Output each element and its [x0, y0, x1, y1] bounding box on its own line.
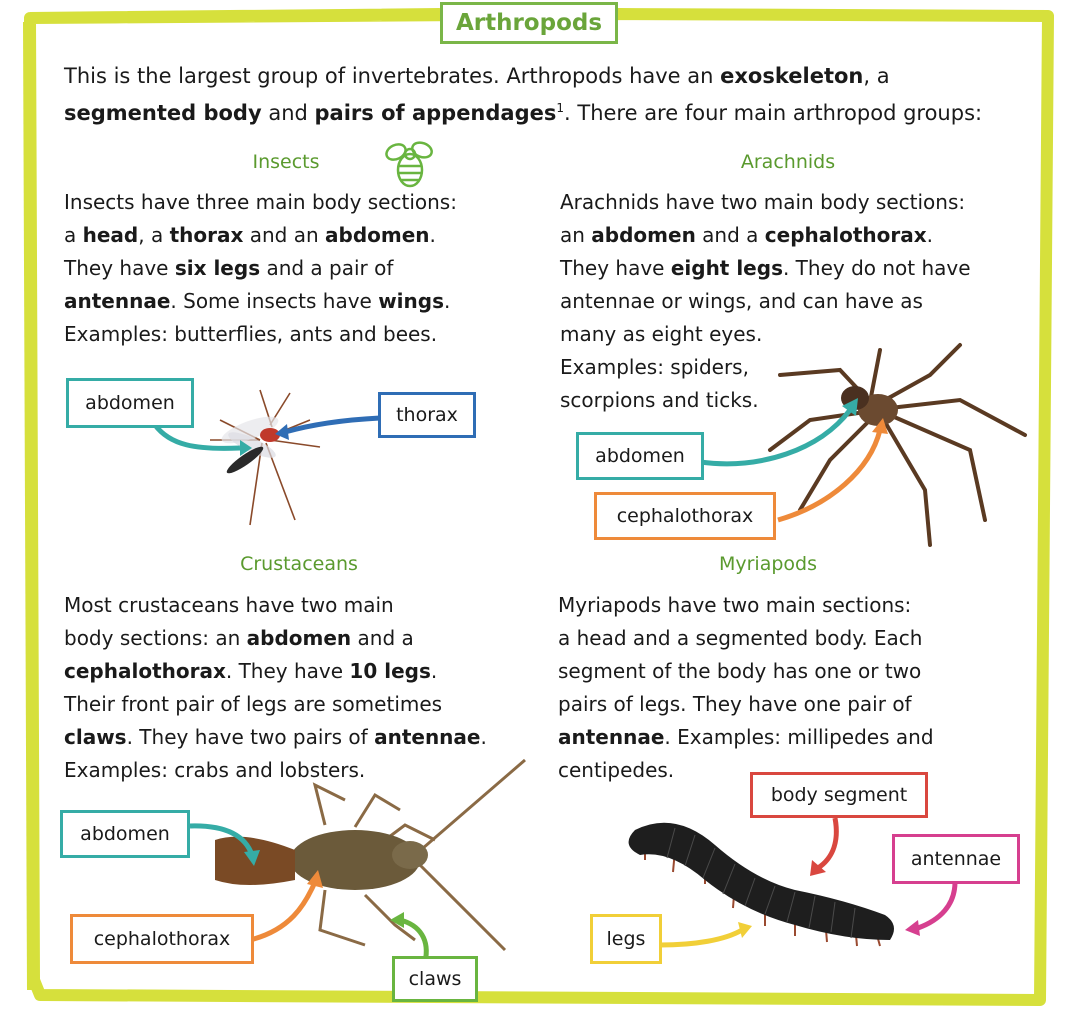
- arachnids-text: Arachnids have two main body sections: an abdomen and a cephalothorax. They have eight legs. They do not have antennae or wings, and can have as many as eight eyes. Examples: spiders, scorpions and ticks.: [560, 190, 971, 412]
- insects-text: Insects have three main body sections: a head, a thorax and an abdomen. They have six legs and a pair of antennae. Some insects have wings. Examples: butterflies, ants and bees.: [64, 190, 457, 346]
- millipede-body-segment-label: body segment: [750, 772, 928, 818]
- intro-bold-appendages: pairs of appendages: [314, 101, 557, 125]
- crayfish-cephalothorax-label: cephalothorax: [70, 914, 254, 964]
- title-box: [440, 2, 618, 44]
- intro-text-2: , a: [863, 64, 890, 88]
- page-title: Arthropods: [455, 10, 603, 36]
- intro-text-4: . There are four main arthropod groups:: [564, 101, 983, 125]
- spider-cephalothorax-label: cephalothorax: [594, 492, 776, 540]
- intro-bold-segmented-body: segmented body: [64, 101, 262, 125]
- crustaceans-text: Most crustaceans have two main body sections: an abdomen and a cephalothorax. They have 10 legs. Their front pair of legs are sometimes claws. They have two pairs of antennae. Examples: crabs and lobsters.: [64, 593, 487, 782]
- spider-illustration: [760, 340, 1030, 550]
- intro-paragraph: [64, 60, 1024, 129]
- millipede-antennae-label: antennae: [892, 834, 1020, 884]
- crayfish-claws-label: claws: [392, 956, 478, 1002]
- crayfish-illustration: [205, 755, 535, 955]
- insect-abdomen-label: abdomen: [66, 378, 194, 428]
- arachnids-heading: Arachnids: [735, 148, 841, 176]
- intro-text-1: This is the largest group of invertebrates. Arthropods have an: [64, 64, 721, 88]
- intro-text-3: and: [261, 101, 315, 125]
- millipede-legs-label: legs: [590, 914, 662, 964]
- myriapods-heading: Myriapods: [712, 550, 824, 578]
- insect-thorax-label: thorax: [378, 392, 476, 438]
- intro-bold-exoskeleton: exoskeleton: [720, 64, 864, 88]
- bee-icon: [380, 138, 440, 190]
- myriapods-text: Myriapods have two main sections: a head and a segmented body. Each segment of the body has one or two pairs of legs. They have one pair of antennae. Examples: millipedes and centipedes.: [558, 593, 934, 782]
- footnote-marker: 1: [556, 101, 565, 115]
- spider-abdomen-label: abdomen: [576, 432, 704, 480]
- crustaceans-heading: Crustaceans: [232, 550, 366, 578]
- crayfish-abdomen-label: abdomen: [60, 810, 190, 858]
- insect-illustration: [190, 385, 330, 535]
- insects-heading: Insects: [236, 148, 336, 176]
